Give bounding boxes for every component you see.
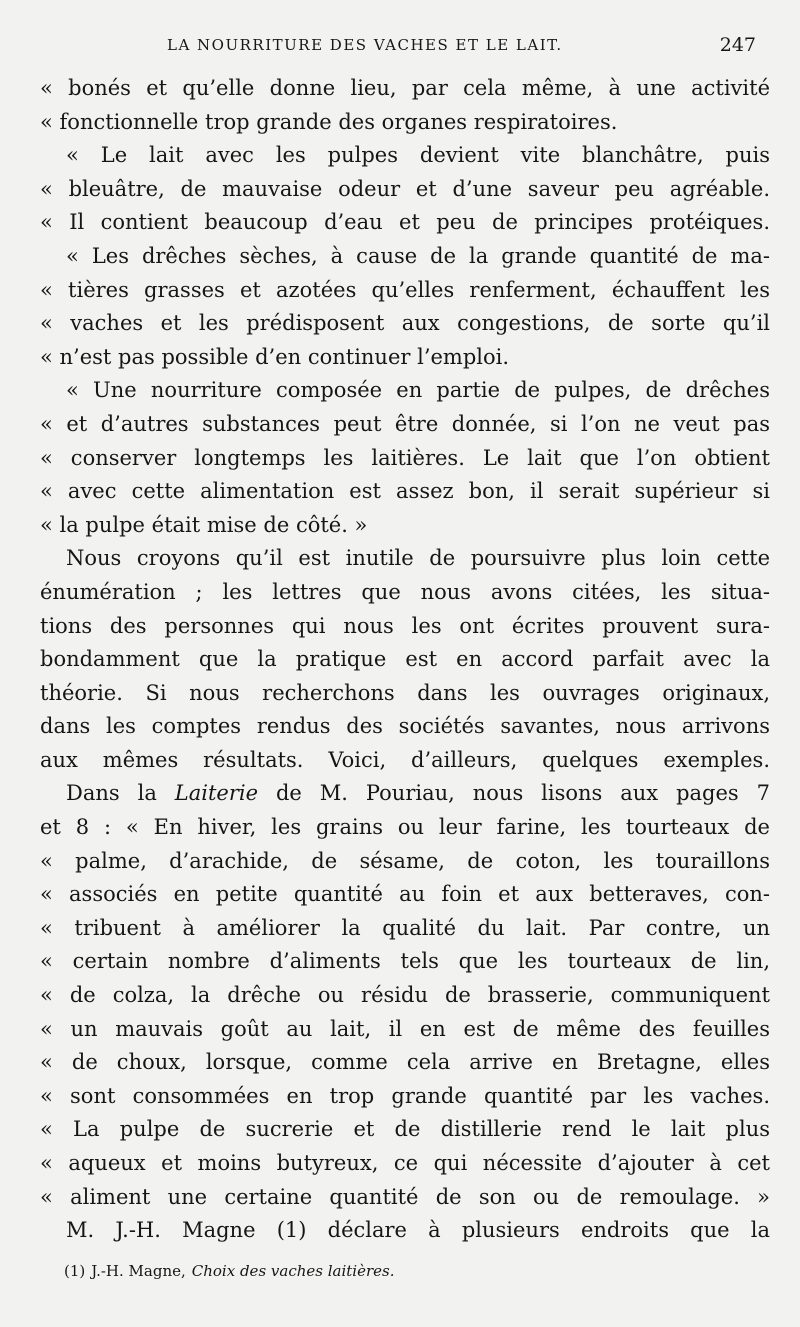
text-line: Nous croyons qu’il est inutile de poursuivre plus loin cette [66,546,770,571]
text-line: « bleuâtre, de mauvaise odeur et d’une saveur peu agréable. [40,176,770,201]
text-line: dans les comptes rendus des sociétés savantes, nous arrivons [40,714,770,739]
page-header [64,34,764,60]
text-line: tions des personnes qui nous les ont écrites prouvent sura- [40,613,770,638]
text-line: « Il contient beaucoup d’eau et peu de principes protéiques. [40,210,770,235]
text-line: bondamment que la pratique est en accord parfait avec la [40,647,770,672]
page-number: 247 [719,34,756,56]
body-text [40,72,770,1248]
text-line: « vaches et les prédisposent aux congestions, de sorte qu’il [40,311,770,336]
text-line: et 8 : « En hiver, les grains ou leur farine, les tourteaux de [40,815,770,840]
text-line: « aliment une certaine quantité de son ou de remoulage. » [40,1184,770,1209]
text-line: « tribuent à améliorer la qualité du lait. Par contre, un [40,915,770,940]
text-line: « palme, d’arachide, de sésame, de coton, les touraillons [40,848,770,873]
text-line: « n’est pas possible d’en continuer l’emploi. [40,344,510,369]
footnote-ref: (1) [64,1262,86,1280]
text-line: « Le lait avec les pulpes devient vite blanchâtre, puis [66,143,770,168]
text-line: « Les drêches sèches, à cause de la grande quantité de ma- [66,243,770,268]
footnote-title: Choix des vaches laitières. [191,1262,395,1280]
text-line: « conserver longtemps les laitières. Le lait que l’on obtient [40,445,770,470]
text-line: « sont consommées en trop grande quantité par les vaches. [40,1083,770,1108]
text-line: aux mêmes résultats. Voici, d’ailleurs, quelques exemples. [40,747,770,772]
text-line: « associés en petite quantité au foin et aux betteraves, con- [40,882,770,907]
text-line: « bonés et qu’elle donne lieu, par cela même, à une activité [40,76,770,100]
text-line: « tières grasses et azotées qu’elles renferment, échauffent les [40,277,770,302]
running-title: LA NOURRITURE DES VACHES ET LE LAIT. [167,36,563,54]
text-line: « avec cette alimentation est assez bon, il serait supérieur si [40,479,770,504]
text-line: Dans la Laiterie de M. Pouriau, nous lisons aux pages 7 [66,781,770,806]
text-line: « certain nombre d’aliments tels que les tourteaux de lin, [40,949,770,974]
text-line: énumération ; les lettres que nous avons citées, les situa- [40,579,770,604]
text-line: « et d’autres substances peut être donnée, si l’on ne veut pas [40,411,770,436]
text-line: théorie. Si nous recherchons dans les ouvrages originaux, [40,680,770,705]
text-line: « La pulpe de sucrerie et de distillerie rend le lait plus [40,1117,770,1142]
text-line: « la pulpe était mise de côté. » [40,512,368,537]
text-line: « aqueux et moins butyreux, ce qui nécessite d’ajouter à cet [40,1151,770,1175]
text-line: M. J.-H. Magne (1) déclare à plusieurs endroits que la [66,1218,770,1243]
text-line: « fonctionnelle trop grande des organes respiratoires. [40,109,618,134]
footnote-author: J.-H. Magne, [91,1262,186,1280]
footnote [64,1262,394,1280]
text-line: « un mauvais goût au lait, il en est de même des feuilles [40,1016,770,1041]
text-line: « Une nourriture composée en partie de pulpes, de drêches [66,378,770,403]
text-line: « de colza, la drêche ou résidu de brasserie, communiquent [40,983,770,1008]
text-line: « de choux, lorsque, comme cela arrive en Bretagne, elles [40,1050,770,1075]
